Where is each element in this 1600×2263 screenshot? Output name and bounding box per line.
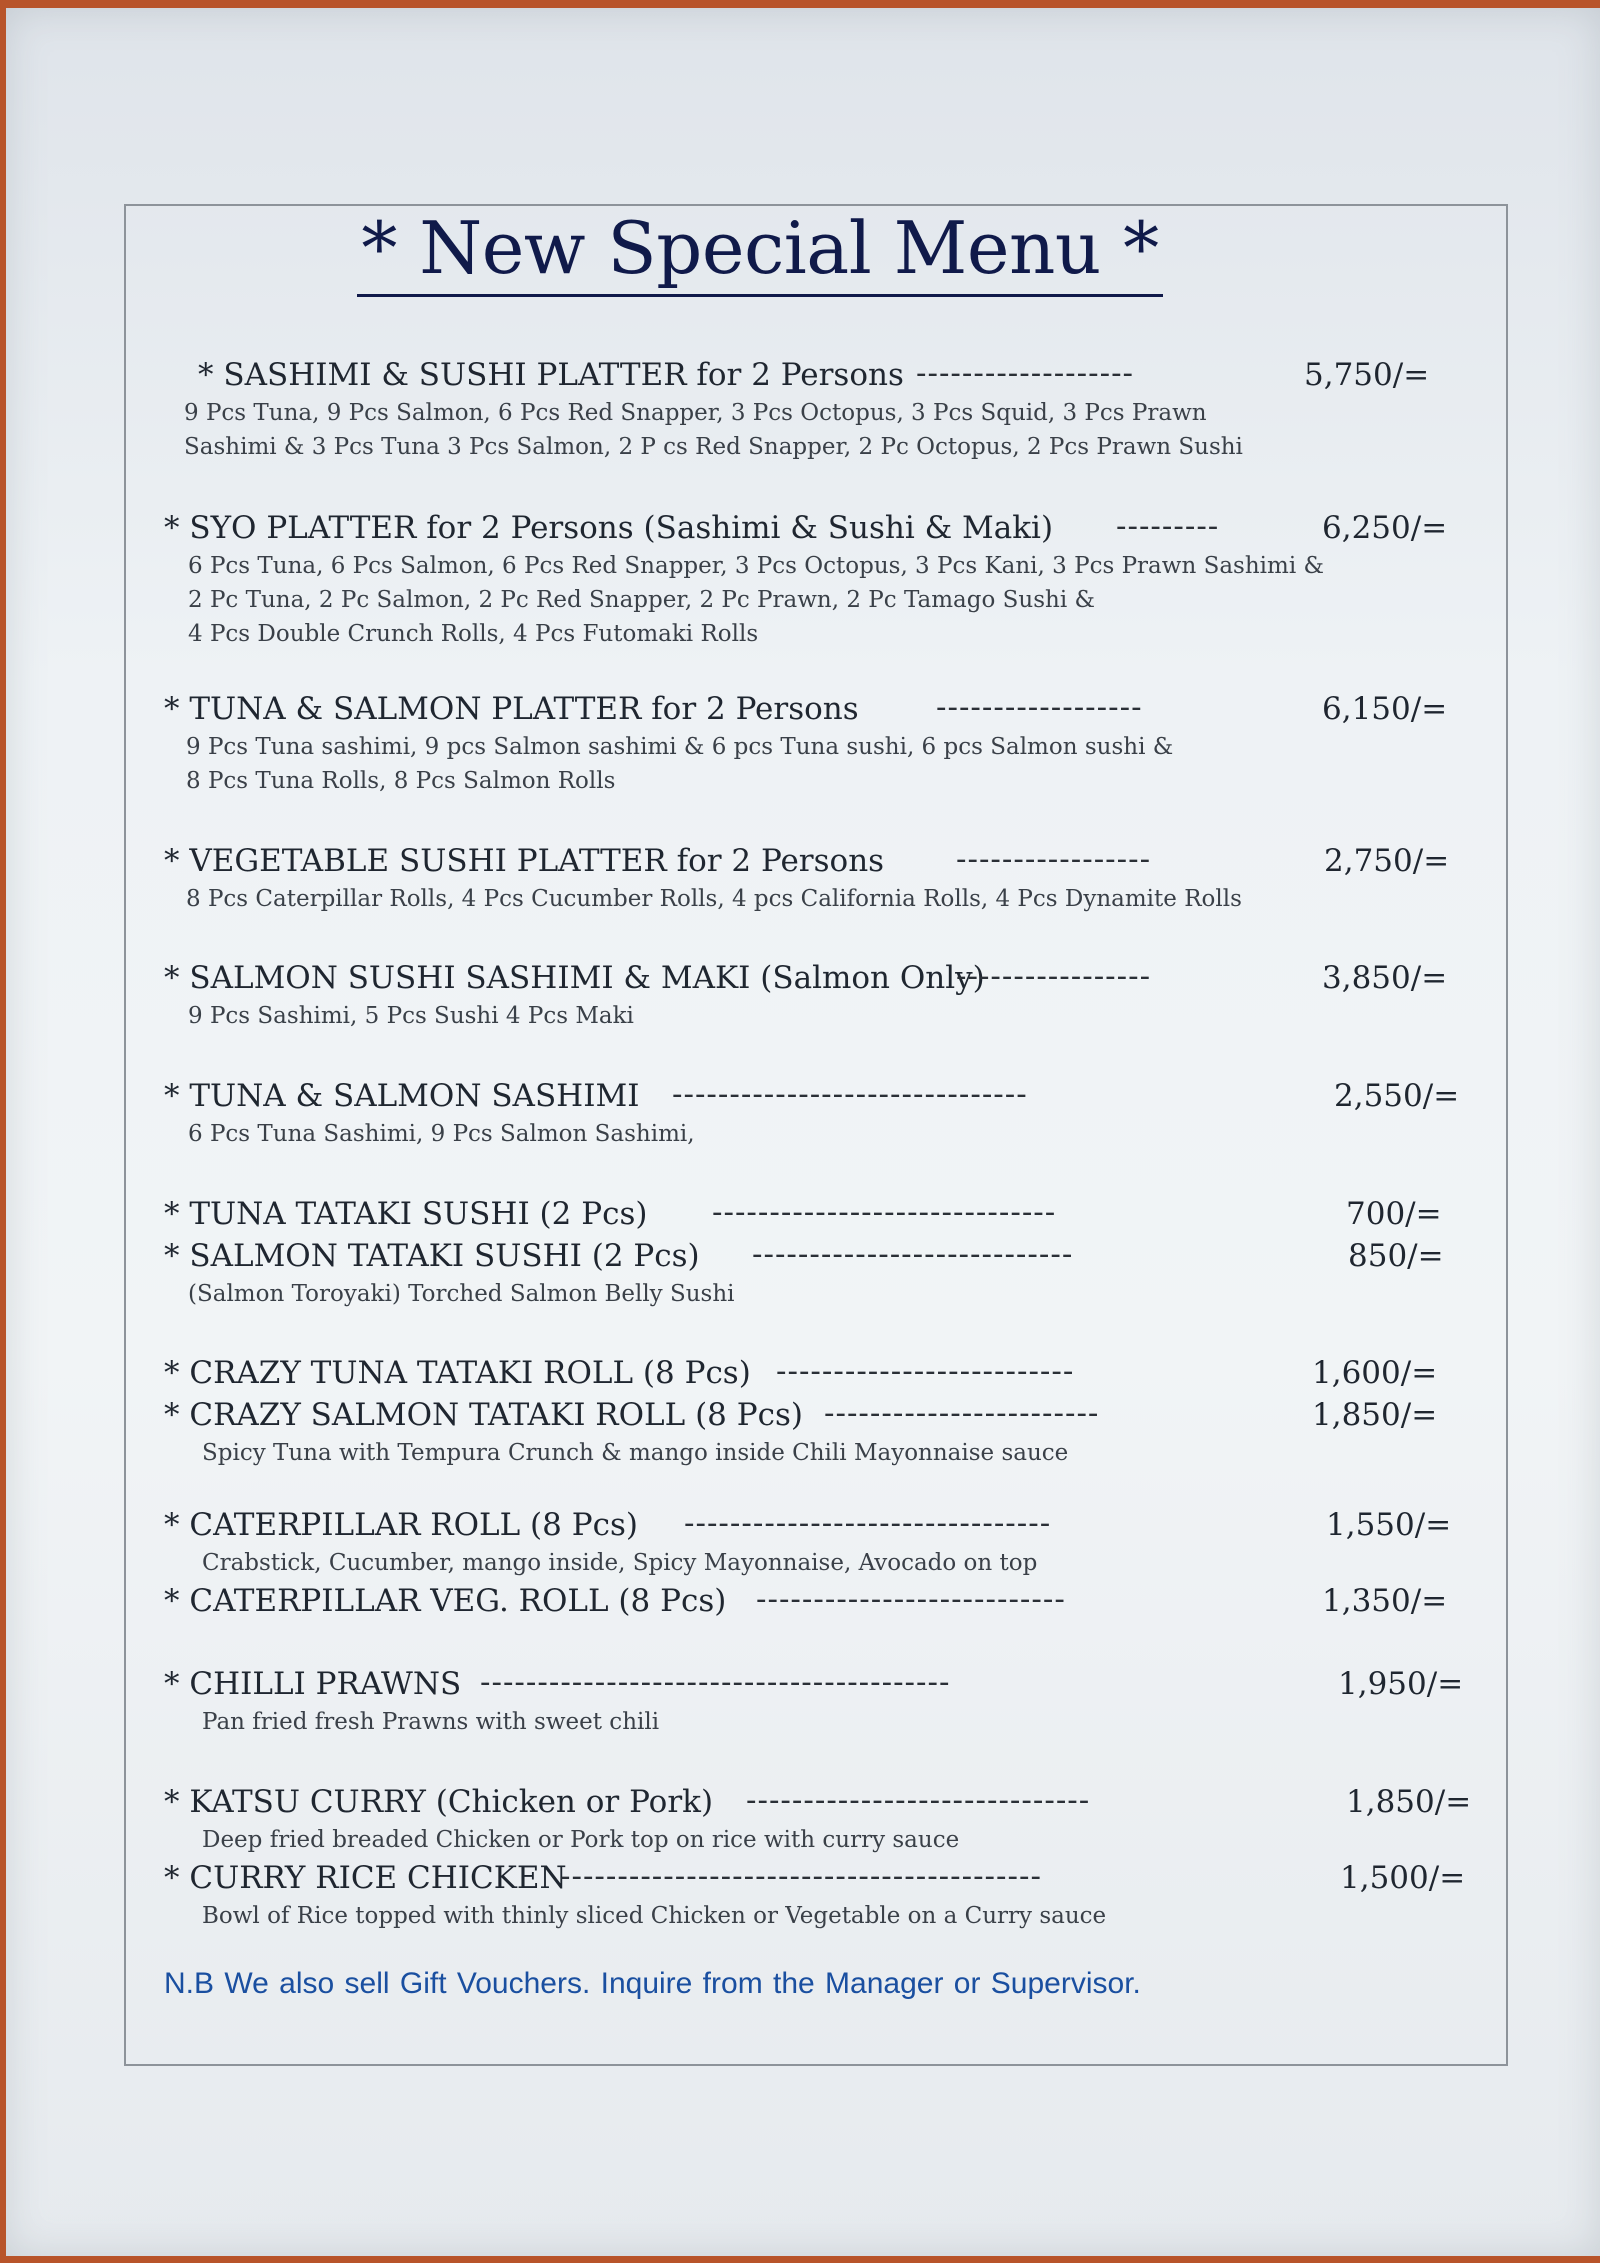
item-name: * SASHIMI & SUSHI PLATTER for 2 Persons — [198, 357, 904, 393]
item-leader: ------------------------------- — [672, 1076, 1028, 1112]
item-name: * CURRY RICE CHICKEN — [164, 1860, 567, 1896]
item-name: * SALMON TATAKI SUSHI (2 Pcs) — [164, 1238, 700, 1274]
item-leader: ----------------- — [956, 958, 1152, 994]
gift-voucher-note: N.B We also sell Gift Vouchers. Inquire from the Manager or Supervisor. — [164, 1967, 1141, 2000]
item-leader: -------------------------------- — [684, 1505, 1052, 1541]
item-price: 2,550/= — [1334, 1078, 1460, 1114]
item-price: 6,250/= — [1322, 510, 1448, 546]
item-price: 1,950/= — [1338, 1666, 1464, 1702]
item-description: Bowl of Rice topped with thinly sliced Chicken or Vegetable on a Curry sauce — [202, 1903, 1107, 1929]
item-leader: ------------------ — [936, 689, 1143, 725]
item-name: * SYO PLATTER for 2 Persons (Sashimi & Sushi & Maki) — [164, 510, 1054, 546]
item-description: 9 Pcs Tuna sashimi, 9 pcs Salmon sashimi & 6 pcs Tuna sushi, 6 pcs Salmon sushi & — [186, 734, 1174, 760]
item-price: 1,850/= — [1312, 1397, 1438, 1433]
item-name: * CHILLI PRAWNS — [164, 1666, 462, 1702]
item-description: 4 Pcs Double Crunch Rolls, 4 Pcs Futomaki Rolls — [188, 621, 759, 647]
item-description: 8 Pcs Caterpillar Rolls, 4 Pcs Cucumber Rolls, 4 pcs California Rolls, 4 Pcs Dynamite Rolls — [186, 886, 1242, 912]
item-leader: ----------------- — [956, 841, 1152, 877]
menu-item — [164, 507, 1454, 651]
item-description: 9 Pcs Tuna, 9 Pcs Salmon, 6 Pcs Red Snapper, 3 Pcs Octopus, 3 Pcs Squid, 3 Pcs Prawn — [184, 400, 1207, 426]
item-price: 1,550/= — [1326, 1507, 1452, 1543]
item-name: * CATERPILLAR ROLL (8 Pcs) — [164, 1507, 638, 1543]
item-leader: ----------------------------------------- — [480, 1664, 951, 1700]
item-leader: ------------------- — [916, 355, 1135, 391]
menu-item — [164, 957, 1454, 1033]
item-description: Sashimi & 3 Pcs Tuna 3 Pcs Salmon, 2 P cs Red Snapper, 2 Pc Octopus, 2 Pcs Prawn Sushi — [184, 434, 1243, 460]
item-name: * VEGETABLE SUSHI PLATTER for 2 Persons — [164, 843, 885, 879]
item-name: * CRAZY TUNA TATAKI ROLL (8 Pcs) — [164, 1355, 751, 1391]
item-leader: --------------------------- — [756, 1581, 1066, 1617]
menu-item — [164, 1352, 1454, 1470]
item-description: Deep fried breaded Chicken or Pork top on rice with curry sauce — [202, 1827, 960, 1853]
item-name: * KATSU CURRY (Chicken or Pork) — [164, 1784, 714, 1820]
menu-item — [164, 1504, 1454, 1622]
item-name: * SALMON SUSHI SASHIMI & MAKI (Salmon Only) — [164, 960, 985, 996]
menu-item — [164, 1075, 1460, 1151]
item-description: 9 Pcs Sashimi, 5 Pcs Sushi 4 Pcs Maki — [188, 1003, 634, 1029]
item-price: 1,850/= — [1346, 1784, 1472, 1820]
item-leader: --------- — [1116, 508, 1220, 544]
item-price: 5,750/= — [1304, 357, 1430, 393]
item-price: 1,600/= — [1312, 1355, 1438, 1391]
item-price: 2,750/= — [1324, 843, 1450, 879]
menu-item — [164, 840, 1454, 916]
item-price: 700/= — [1346, 1196, 1442, 1232]
item-leader: ------------------------------------------ — [560, 1858, 1042, 1894]
item-description: Spicy Tuna with Tempura Crunch & mango inside Chili Mayonnaise sauce — [202, 1440, 1069, 1466]
item-leader: ---------------------------- — [752, 1236, 1074, 1272]
menu-title: * New Special Menu * — [0, 206, 1520, 290]
item-price: 1,500/= — [1340, 1860, 1466, 1896]
item-name: * CATERPILLAR VEG. ROLL (8 Pcs) — [164, 1583, 727, 1619]
item-description: 8 Pcs Tuna Rolls, 8 Pcs Salmon Rolls — [186, 768, 616, 794]
item-name: * CRAZY SALMON TATAKI ROLL (8 Pcs) — [164, 1397, 803, 1433]
menu-item — [164, 688, 1454, 798]
item-leader: -------------------------- — [776, 1353, 1075, 1389]
item-leader: ------------------------------ — [746, 1782, 1091, 1818]
menu-item — [164, 1663, 1464, 1739]
item-name: * TUNA & SALMON PLATTER for 2 Persons — [164, 691, 859, 727]
item-name: * TUNA & SALMON SASHIMI — [164, 1078, 640, 1114]
item-price: 6,150/= — [1322, 691, 1448, 727]
item-description: Crabstick, Cucumber, mango inside, Spicy Mayonnaise, Avocado on top — [202, 1550, 1038, 1576]
item-description: 6 Pcs Tuna, 6 Pcs Salmon, 6 Pcs Red Snapper, 3 Pcs Octopus, 3 Pcs Kani, 3 Pcs Prawn Sashimi & — [188, 553, 1324, 579]
item-price: 3,850/= — [1322, 960, 1448, 996]
item-leader: ------------------------ — [824, 1395, 1100, 1431]
item-description: 2 Pc Tuna, 2 Pc Salmon, 2 Pc Red Snapper, 2 Pc Prawn, 2 Pc Tamago Sushi & — [188, 587, 1095, 613]
menu-item — [164, 354, 1454, 464]
item-description: Pan fried fresh Prawns with sweet chili — [202, 1709, 660, 1735]
item-name: * TUNA TATAKI SUSHI (2 Pcs) — [164, 1196, 648, 1232]
item-leader: ------------------------------ — [712, 1194, 1057, 1230]
item-description: 6 Pcs Tuna Sashimi, 9 Pcs Salmon Sashimi, — [188, 1121, 695, 1147]
menu-item — [164, 1781, 1472, 1933]
menu-item — [164, 1193, 1454, 1311]
item-price: 1,350/= — [1322, 1583, 1448, 1619]
item-price: 850/= — [1348, 1238, 1444, 1274]
item-description: (Salmon Toroyaki) Torched Salmon Belly Sushi — [188, 1281, 735, 1307]
